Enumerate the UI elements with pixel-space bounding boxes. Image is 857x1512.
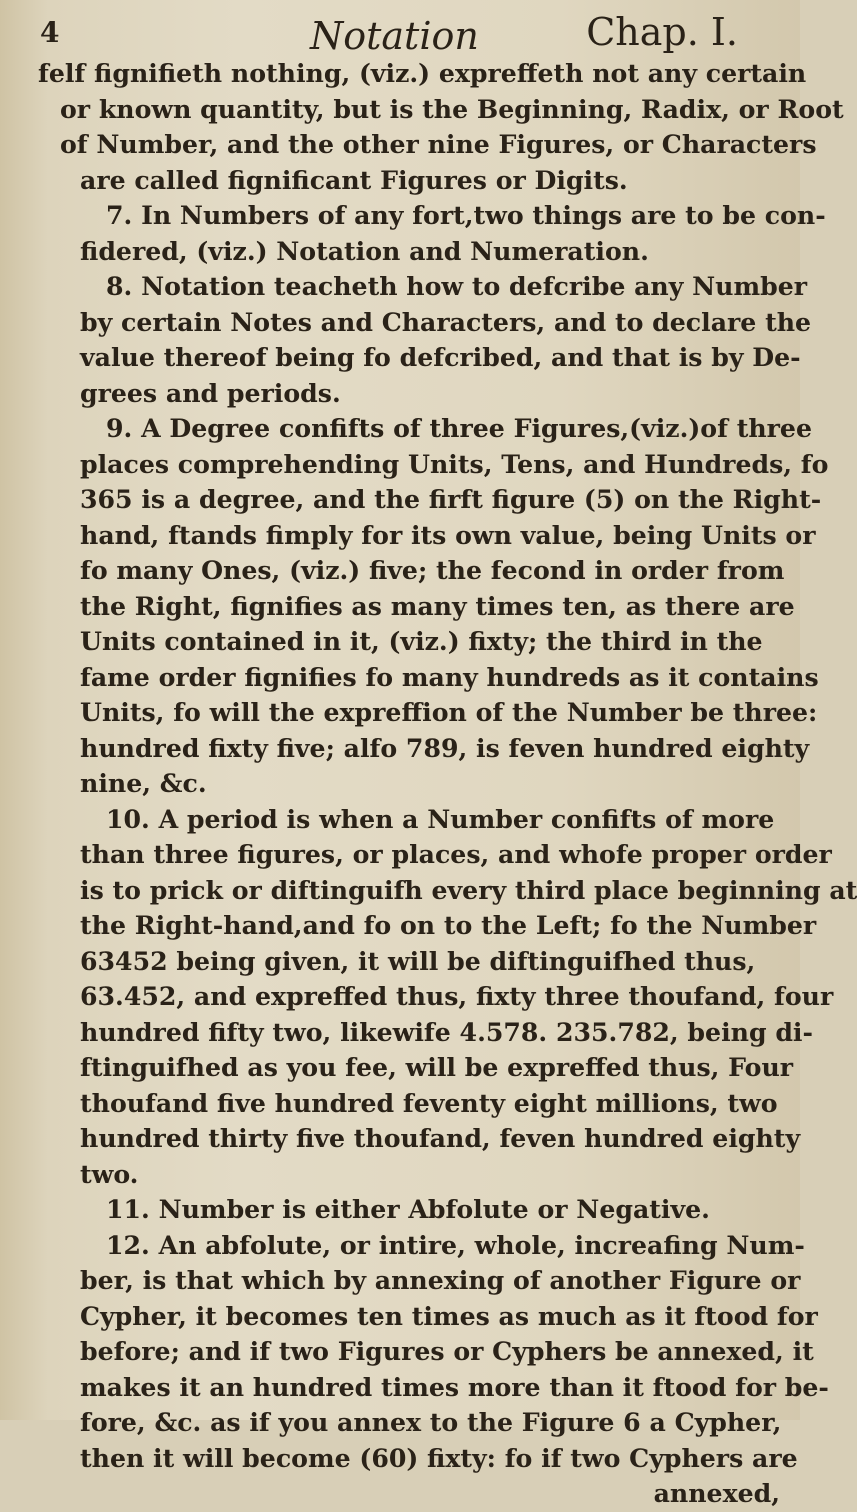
text-line: 7. In Numbers of any fort,two things are to be con- xyxy=(106,200,826,230)
text-line: hand, ftands fimply for its own value, being Units or xyxy=(80,519,816,550)
text-line: Units contained in it, (viz.) fixty; the third in the xyxy=(80,626,763,656)
text-line: hundred thirty five thoufand, feven hundred eighty xyxy=(80,1123,801,1153)
text-line: then it will become (60) fixty: fo if two Cyphers are xyxy=(80,1442,798,1473)
chapter-reference: Chap. I. xyxy=(586,10,738,54)
text-line: by certain Notes and Characters, and to declare the xyxy=(80,306,812,337)
text-line: than three figures, or places, and whofe proper order xyxy=(80,839,832,869)
text-line: Units, fo will the expreffion of the Number be three: xyxy=(80,697,818,727)
text-line: fidered, (viz.) Notation and Numeration. xyxy=(80,235,649,266)
text-line: thoufand five hundred feventy eight millions, two xyxy=(80,1087,778,1118)
text-line: 9. A Degree confifts of three Figures,(viz.)of three xyxy=(106,413,812,443)
text-line: nine, &c. xyxy=(80,768,207,798)
text-line: hundred fixty five; alfo 789, is feven hundred eighty xyxy=(80,732,810,763)
text-line: 365 is a degree, and the firft figure (5) on the Right- xyxy=(80,484,822,514)
page-number: 4 xyxy=(40,16,60,49)
text-line: 63.452, and expreffed thus, fixty three thoufand, four xyxy=(80,981,834,1011)
text-line: ber, is that which by annexing of another Figure or xyxy=(80,1265,801,1295)
text-line: the Right-hand,and fo on to the Left; fo the Number xyxy=(80,910,817,940)
text-line: value thereof being fo defcribed, and that is by De- xyxy=(80,342,801,372)
text-line: are called fignificant Figures or Digits. xyxy=(80,164,628,195)
text-line: Cypher, it becomes ten times as much as it ftood for xyxy=(80,1300,818,1331)
text-line: two. xyxy=(80,1158,139,1189)
text-line: makes it an hundred times more than it ftood for be- xyxy=(80,1371,829,1402)
text-line: of Number, and the other nine Figures, or Characters xyxy=(60,129,817,159)
text-line: fore, &c. as if you annex to the Figure 6 a Cypher, xyxy=(80,1407,782,1437)
text-line: the Right, fignifies as many times ten, as there are xyxy=(80,590,795,621)
text-line: or known quantity, but is the Beginning, Radix, or Root xyxy=(60,93,844,124)
text-line: fame order fignifies fo many hundreds as it contains xyxy=(80,661,819,692)
text-line: 10. A period is when a Number confifts of more xyxy=(106,803,775,834)
text-line: 8. Notation teacheth how to defcribe any Number xyxy=(106,271,808,301)
text-line: 63452 being given, it will be diftinguifhed thus, xyxy=(80,945,756,976)
text-line: felf fignifieth nothing, (viz.) expreffeth not any certain xyxy=(38,58,807,88)
text-line: 12. An abfolute, or intire, whole, increafing Num- xyxy=(106,1229,805,1260)
running-title: Notation xyxy=(310,14,479,58)
text-line: hundred fifty two, likewife 4.578. 235.782, being di- xyxy=(80,1016,813,1047)
text-line: before; and if two Figures or Cyphers be annexed, it xyxy=(80,1336,814,1366)
body-text xyxy=(30,56,857,1512)
text-line: fo many Ones, (viz.) five; the fecond in order from xyxy=(80,555,785,585)
text-line: places comprehending Units, Tens, and Hundreds, fo xyxy=(80,448,829,479)
text-line: grees and periods. xyxy=(80,377,341,408)
text-line: is to prick or diftinguifh every third place beginning at xyxy=(80,874,857,905)
text-line: ftinguifhed as you fee, will be expreffed thus, Four xyxy=(80,1052,794,1082)
page-header xyxy=(40,6,780,60)
text-line: 11. Number is either Abfolute or Negative. xyxy=(106,1194,710,1224)
text-line: annexed, xyxy=(653,1478,780,1508)
